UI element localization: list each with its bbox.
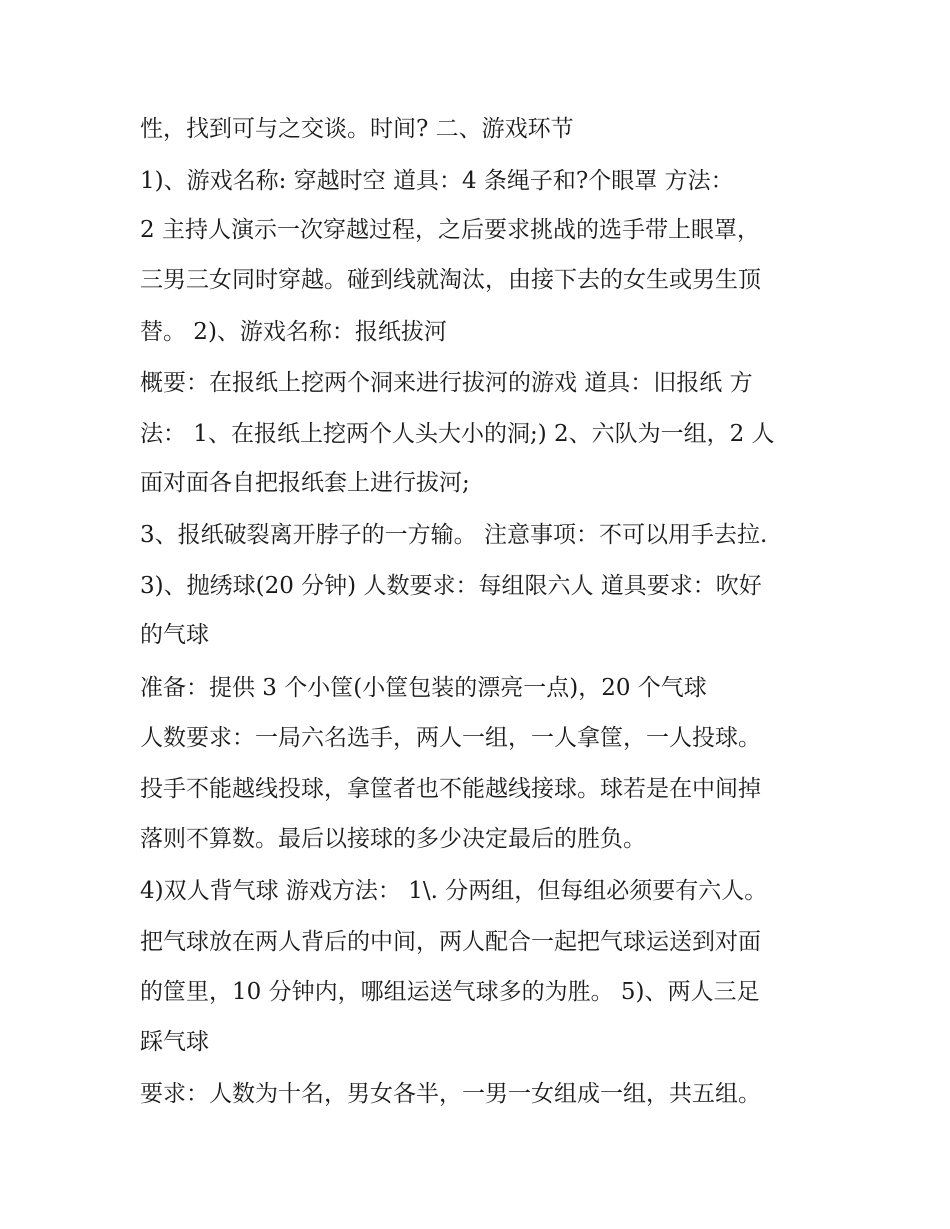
text-line: 投手不能越线投球，拿筐者也不能越线接球。球若是在中间掉 [140,776,761,802]
text-line: 的筐里，10 分钟内，哪组运送气球多的为胜。 5)、两人三足 [140,979,760,1005]
text-line: 把气球放在两人背后的中间，两人配合一起把气球运送到对面 [140,929,761,955]
text-line: 准备：提供 3 个小筐(小筐包装的漂亮一点)，20 个气球 [140,675,707,701]
text-line: 概要：在报纸上挖两个洞来进行拔河的游戏 道具：旧报纸 方 [140,370,753,396]
text-line: 踩气球 [140,1029,209,1055]
text-line: 要求：人数为十名，男女各半，一男一女组成一组，共五组。 [140,1081,761,1107]
text-line: 1)、游戏名称: 穿越时空 道具：4 条绳子和?个眼罩 方法： [140,168,734,194]
text-line: 替。 2)、游戏名称：报纸拔河 [140,319,447,345]
text-line: 人数要求：一局六名选手，两人一组，一人拿筐，一人投球。 [140,725,761,751]
text-line: 三男三女同时穿越。碰到线就淘汰，由接下去的女生或男生顶 [140,267,761,293]
text-line: 3、报纸破裂离开脖子的一方输。 注意事项：不可以用手去拉. [140,522,768,548]
text-line: 落则不算数。最后以接球的多少决定最后的胜负。 [140,826,646,852]
text-line: 3)、抛绣球(20 分钟) 人数要求：每组限六人 道具要求：吹好 [140,573,762,599]
text-line: 4)双人背气球 游戏方法： 1\. 分两组，但每组必须要有六人。 [140,878,768,904]
text-line: 面对面各自把报纸套上进行拔河; [140,470,470,496]
text-line: 2 主持人演示一次穿越过程，之后要求挑战的选手带上眼罩， [140,217,760,243]
text-line: 性，找到可与之交谈。时间? 二、游戏环节 [140,116,574,142]
text-line: 法： 1、在报纸上挖两个人头大小的洞;) 2、六队为一组，2 人 [140,421,775,447]
text-line: 的气球 [140,622,209,648]
